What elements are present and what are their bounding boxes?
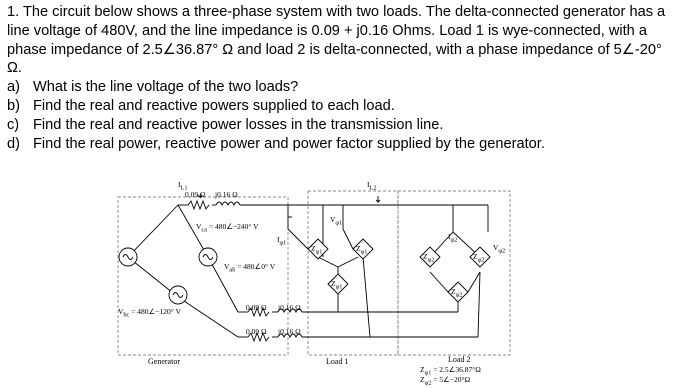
question-c <box>7 116 679 135</box>
z1b-label: $Z_{\varphi 1}$ <box>331 279 343 291</box>
load1-label: Load 1 <box>326 357 349 366</box>
il2-label: $I_{L2}$ <box>367 180 377 192</box>
vca-label: $V_{ca}$ = 480∠−240° V <box>196 222 259 234</box>
question-label: b) <box>7 97 20 114</box>
z2a-label: $Z_{\varphi 2}$ <box>423 252 435 264</box>
line-x-mid: j0.16 Ω <box>278 303 301 312</box>
z2-value: $Z_{\varphi 2}$ = 5∠−20°Ω <box>420 375 471 387</box>
question-d <box>7 135 679 154</box>
bottom-line <box>238 333 478 341</box>
vphi2-label: $V_{\varphi 2}$ <box>493 243 506 255</box>
z1c-label: $Z_{\varphi 1}$ <box>356 244 368 256</box>
z2b-label: $Z_{\varphi 2}$ <box>473 252 485 264</box>
problem-statement <box>7 3 679 153</box>
line-r-bot: 0.09 Ω <box>246 327 267 336</box>
il1-label: $I_{L1}$ <box>178 180 188 192</box>
generator-label: Generator <box>148 357 180 366</box>
vphi1-label: $V_{\varphi 1}$ <box>330 215 343 227</box>
line-x-top: j0.16 Ω <box>215 190 238 199</box>
problem-intro: 1. The circuit below shows a three-phase system with two loads. The delta-connected generator has a line voltage of 480V, and the line impedance is 0.09 + j0.16 Ohms. Load 1 is wye-connected, with a phase impedance of 2.5∠36.87° Ω and load 2 is delta-connected, with a phase impedance of 5∠-20° Ω. <box>7 4 666 77</box>
line-r-top: 0.09 Ω <box>185 190 206 199</box>
vab-label: $V_{ab}$ = 480∠0° V <box>224 262 276 274</box>
load2-delta <box>420 205 490 337</box>
circuit-schematic <box>108 177 578 387</box>
middle-line <box>238 308 458 316</box>
circuit-diagram <box>108 177 578 387</box>
line-x-bot: j0.16 Ω <box>278 327 301 336</box>
vbc-label: $V_{bc}$ = 480∠−120° V <box>118 307 181 319</box>
question-text: What is the line voltage of the two loads? <box>33 79 299 96</box>
il2-arrow <box>376 196 380 202</box>
line-r-mid: 0.09 Ω <box>246 303 267 312</box>
iphi1-label: $I_{\varphi 1}$ <box>277 235 287 247</box>
question-a <box>7 78 679 97</box>
z2c-label: $Z_{\varphi 2}$ <box>451 287 463 299</box>
question-text: Find the real and reactive power losses in the transmission line. <box>33 116 444 133</box>
load2-box <box>398 191 510 355</box>
question-label: a) <box>7 79 20 96</box>
question-text: Find the real power, reactive power and power factor supplied by the generator. <box>33 135 545 152</box>
z1a-label: $Z_{\varphi 1}$ <box>311 244 323 256</box>
question-label: d) <box>7 135 20 152</box>
load2-label: Load 2 <box>448 355 471 364</box>
load1-box <box>308 191 398 355</box>
question-b <box>7 97 679 116</box>
z1-value: $Z_{\varphi 1}$ = 2.5∠36.87°Ω <box>420 365 481 377</box>
question-label: c) <box>7 116 20 133</box>
question-text: Find the real and reactive powers supplied to each load. <box>33 97 395 114</box>
iphi2-label: $I_{\varphi 2}$ <box>448 232 458 244</box>
top-line <box>178 201 488 209</box>
